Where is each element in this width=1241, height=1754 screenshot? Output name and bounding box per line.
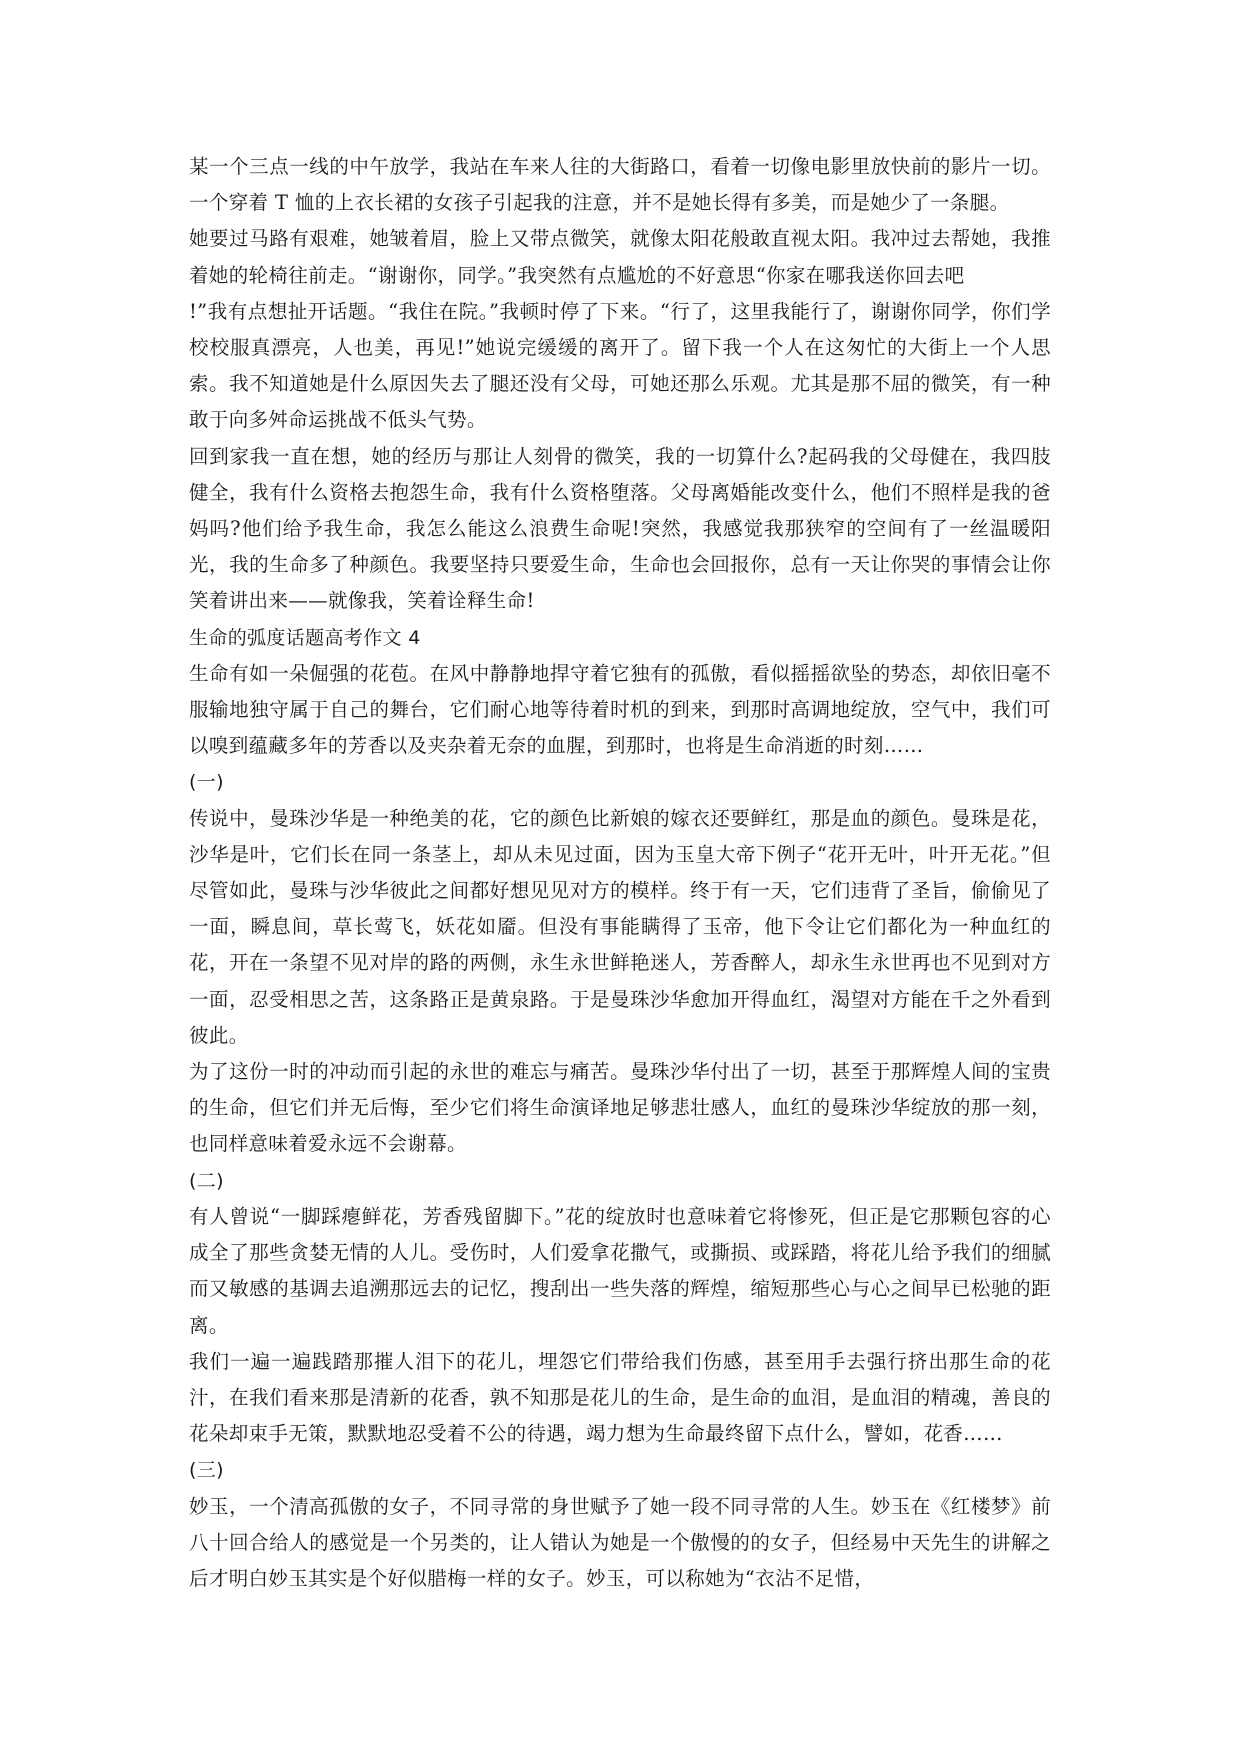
- document-body: [189, 149, 1051, 1597]
- section-marker: (一): [189, 771, 224, 794]
- paragraph: 她要过马路有艰难，她皱着眉，脸上又带点微笑，就像太阳花般敢直视太阳。我冲过去帮她，我推着她的轮椅往前走。“谢谢你，同学。”我突然有点尴尬的不好意思“你家在哪我送你回去吧: [189, 227, 1051, 287]
- paragraph: 回到家我一直在想，她的经历与那让人刻骨的微笑，我的一切算什么?起码我的父母健在，我四肢健全，我有什么资格去抱怨生命，我有什么资格堕落。父母离婚能改变什么，他们不照样是我的爸妈吗?他们给予我生命，我怎么能这么浪费生命呢!突然，我感觉我那狭窄的空间有了一丝温暖阳光，我的生命多了种颜色。我要坚持只要爱生命，生命也会回报你，总有一天让你哭的事情会让你笑着讲出来——就像我，笑着诠释生命!: [189, 444, 1051, 613]
- paragraph: 妙玉，一个清高孤傲的女子，不同寻常的身世赋予了她一段不同寻常的人生。妙玉在《红楼梦》前八十回合给人的感觉是一个另类的，让人错认为她是一个傲慢的的女子，但经易中天先生的讲解之后才明白妙玉其实是个好似腊梅一样的女子。妙玉，可以称她为“衣沾不足惜，: [189, 1494, 1051, 1590]
- paragraph: 某一个三点一线的中午放学，我站在车来人往的大街路口，看着一切像电影里放快前的影片一切。一个穿着 T 恤的上衣长裙的女孩子引起我的注意，并不是她长得有多美，而是她少了一条腿。: [189, 155, 1051, 215]
- paragraph: 为了这份一时的冲动而引起的永世的难忘与痛苦。曼珠沙华付出了一切，甚至于那辉煌人间的宝贵的生命，但它们并无后悔，至少它们将生命演译地足够悲壮感人，血红的曼珠沙华绽放的那一刻，也同样意味着爱永远不会谢幕。: [189, 1060, 1051, 1156]
- paragraph: !”我有点想扯开话题。“我住在院。”我顿时停了下来。“行了，这里我能行了，谢谢你同学，你们学校校服真漂亮，人也美，再见!”她说完缓缓的离开了。留下我一个人在这匆忙的大街上一个人思索。我不知道她是什么原因失去了腿还没有父母，可她还那么乐观。尤其是那不屈的微笑，有一种敢于向多舛命运挑战不低头气势。: [189, 299, 1051, 432]
- paragraph: 传说中，曼珠沙华是一种绝美的花，它的颜色比新娘的嫁衣还要鲜红，那是血的颜色。曼珠是花，沙华是叶，它们长在同一条茎上，却从未见过面，因为玉皇大帝下例子“花开无叶，叶开无花。”但尽管如此，曼珠与沙华彼此之间都好想见见对方的模样。终于有一天，它们违背了圣旨，偷偷见了一面，瞬息间，草长莺飞，妖花如靥。但没有事能瞒得了玉帝，他下令让它们都化为一种血红的花，开在一条望不见对岸的路的两侧，永生永世鲜艳迷人，芳香醉人，却永生永世再也不见到对方一面，忍受相思之苦，这条路正是黄泉路。于是曼珠沙华愈加开得血红，渴望对方能在千之外看到彼此。: [189, 806, 1051, 1047]
- section-marker: (三): [189, 1459, 224, 1482]
- section-marker: (二): [189, 1169, 224, 1192]
- paragraph: 生命有如一朵倔强的花苞。在风中静静地捍守着它独有的孤傲，看似摇摇欲坠的势态，却依旧毫不服输地独守属于自己的舞台，它们耐心地等待着时机的到来，到那时高调地绽放，空气中，我们可以嗅到蕴藏多年的芳香以及夹杂着无奈的血腥，到那时，也将是生命消逝的时刻……: [189, 661, 1051, 758]
- paragraph: 我们一遍一遍践踏那摧人泪下的花儿，埋怨它们带给我们伤感，甚至用手去强行挤出那生命的花汁，在我们看来那是清新的花香，孰不知那是花儿的生命，是生命的血泪，是血泪的精魂，善良的花朵却束手无策，默默地忍受着不公的待遇，竭力想为生命最终留下点什么，譬如，花香……: [189, 1349, 1051, 1446]
- section-heading: 生命的弧度话题高考作文 4: [189, 626, 421, 649]
- paragraph: 有人曾说“一脚踩瘪鲜花，芳香残留脚下。”花的绽放时也意味着它将惨死，但正是它那颗包容的心成全了那些贪婪无情的人儿。受伤时，人们爱拿花撒气，或撕损、或踩踏，将花儿给予我们的细腻而又敏感的基调去追溯那远去的记忆，搜刮出一些失落的辉煌，缩短那些心与心之间早已松驰的距离。: [189, 1204, 1051, 1337]
